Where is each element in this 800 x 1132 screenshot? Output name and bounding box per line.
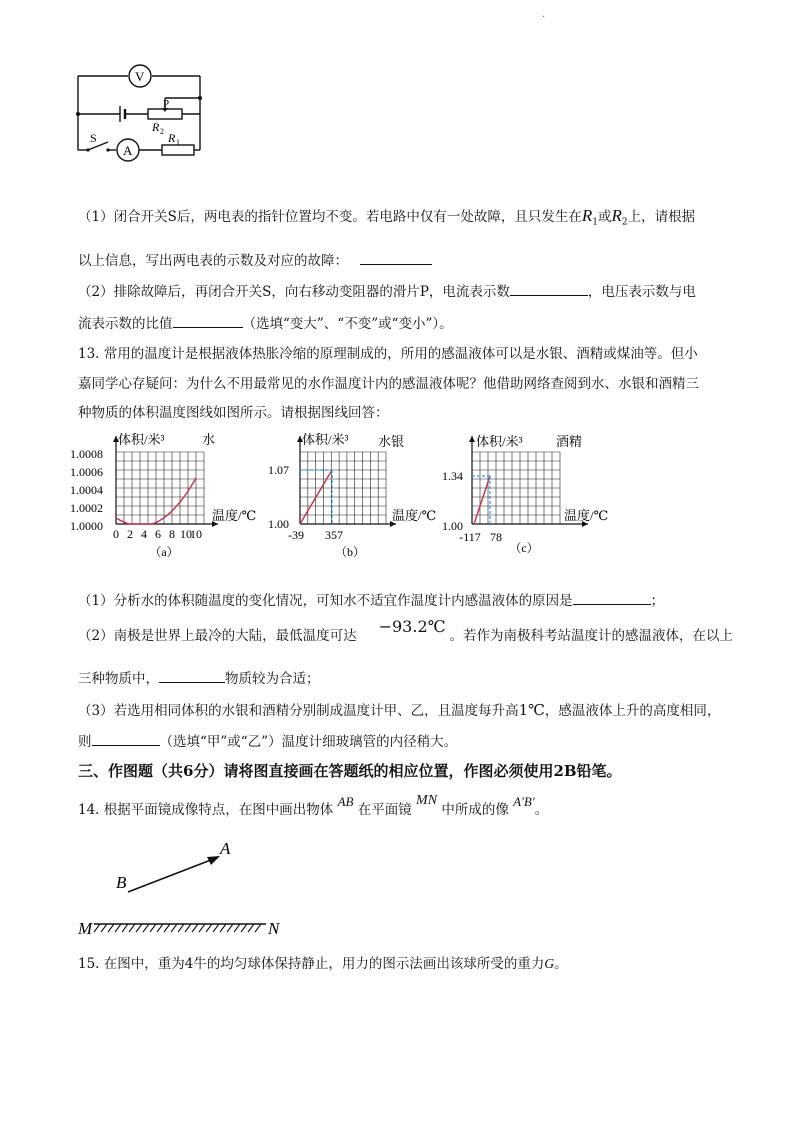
answer-blank[interactable] xyxy=(360,251,432,265)
mirror-hatch-mark xyxy=(255,924,261,932)
q13-part1: （1）分析水的体积随温度的变化情况，可知水不适宜作温度计内感温液体的原因是 ； xyxy=(78,593,665,609)
x-axis-label: 温度/℃ xyxy=(564,508,609,523)
q12-part1-line1: （1）闭合开关S后，两电表的指针位置均不变。若电路中仅有一处故障，且只发生在$R_1$或$R_2$上，请根据 xyxy=(78,206,696,228)
panel-label: （c） xyxy=(509,541,539,555)
alcohol-line xyxy=(474,476,490,524)
chart-mercury xyxy=(268,432,436,559)
r1-label: R xyxy=(168,131,176,145)
label-m: M xyxy=(78,919,93,938)
mirror-hatch-mark xyxy=(94,924,100,932)
y-tick-label: 1.34 xyxy=(442,469,463,483)
slider-label: P xyxy=(163,98,170,110)
q12-part2-line1: （2）排除故障后，再闭合开关S，向右移动变阻器的滑片P，电流表示数 ，电压表示数与电 xyxy=(78,284,696,300)
q15-text: 15. 在图中，重为4牛的均匀球体保持静止，用力的图示法画出该球所受的重力G。 xyxy=(78,956,568,972)
volume-temperature-charts xyxy=(68,432,628,564)
mirror-hatch-mark xyxy=(234,924,240,932)
mirror-hatch-mark xyxy=(178,924,184,932)
y-axis-arrow xyxy=(469,436,475,442)
answer-blank[interactable] xyxy=(510,282,588,296)
q14-text: 14. 根据平面镜成像特点，在图中画出物体 AB 在平面镜 MN 中所成的像 A′B′。 xyxy=(78,793,549,818)
x-tick-label: 10 xyxy=(180,527,192,541)
mirror-hatch-mark xyxy=(122,924,128,932)
x-tick-label: 0 xyxy=(113,527,119,541)
mirror-hatch-mark xyxy=(157,924,163,932)
mirror-hatch-mark xyxy=(213,924,219,932)
q13-intro-line3: 种物质的体积温度图线如图所示。请根据图线回答： xyxy=(78,405,389,421)
q13-part2-line2: 三种物质中， 物质较为合适； xyxy=(78,671,320,687)
label-a: A xyxy=(220,839,231,858)
y-tick-label: 1.0004 xyxy=(70,483,103,497)
y-axis-label: 体积/米³ xyxy=(302,432,349,447)
panel-label: （b） xyxy=(334,545,366,559)
section-heading: 三、作图题（共6分）请将图直接画在答题纸的相应位置，作图必须使用2B铅笔。 xyxy=(78,762,622,780)
q13-intro-line1: 13. 常用的温度计是根据液体热胀冷缩的原理制成的，所用的感温液体可以是水银、酒精或煤油等。但小 xyxy=(78,346,698,362)
x-tick-label: 78 xyxy=(490,530,502,544)
y-tick-label: 1.07 xyxy=(268,463,289,477)
temperature-value: −93.2℃ xyxy=(378,617,446,636)
x-tick-label: -39 xyxy=(288,528,304,542)
mirror-diagram xyxy=(74,836,294,940)
chart-water xyxy=(70,432,256,559)
ammeter-label: A xyxy=(123,143,133,158)
answer-blank[interactable] xyxy=(92,732,160,746)
answer-blank[interactable] xyxy=(173,314,243,328)
y-axis-label: 体积/米³ xyxy=(476,434,523,449)
mirror-hatch-mark xyxy=(164,924,170,932)
mirror-hatch-mark xyxy=(227,924,233,932)
y-tick-label: 1.0000 xyxy=(70,519,103,533)
q13-part3-line2: 则 （选填“甲”或“乙”）温度计细玻璃管的内径稍大。 xyxy=(78,734,458,750)
answer-blank[interactable] xyxy=(573,591,651,605)
object-ab xyxy=(128,858,216,892)
chart-title: 酒精 xyxy=(556,434,583,449)
mirror-hatch-mark xyxy=(185,924,191,932)
q12-part1-line2: 以上信息，写出两电表的示数及对应的故障： xyxy=(78,251,432,270)
mirror-hatch-mark xyxy=(206,924,212,932)
r2-subscript: 2 xyxy=(160,127,164,136)
mirror-hatch-mark xyxy=(129,924,135,932)
q13-intro-line2: 嘉同学心存疑问：为什么不用最常见的水作温度计内的感温液体呢？他借助网络查阅到水、水银和酒精三 xyxy=(78,376,699,392)
chart-title: 水 xyxy=(202,432,216,447)
x-tick-label: 8 xyxy=(169,527,175,541)
x-tick-label: 10 xyxy=(190,527,202,541)
y-tick-label: 1.0008 xyxy=(70,447,103,461)
mirror-hatch-mark xyxy=(171,924,177,932)
mirror-hatch-mark xyxy=(108,924,114,932)
corner-mark: · xyxy=(542,12,546,23)
mirror-hatch-mark xyxy=(241,924,247,932)
mirror-hatch-mark xyxy=(199,924,205,932)
x-tick-label: 357 xyxy=(325,528,343,542)
label-b: B xyxy=(116,873,127,892)
y-tick-label: 1.0006 xyxy=(70,465,103,479)
answer-blank[interactable] xyxy=(159,669,225,683)
mirror-hatch-mark xyxy=(115,924,121,932)
panel-label: （a） xyxy=(149,545,179,559)
y-tick-label: 1.00 xyxy=(268,517,289,531)
mirror-hatch-mark xyxy=(101,924,107,932)
q12-part2-line2: 流表示数的比值 （选填“变大”、“不变”或“变小”）。 xyxy=(78,316,453,332)
mirror-hatch-mark xyxy=(220,924,226,932)
mirror-hatch-mark xyxy=(192,924,198,932)
y-tick-label: 1.0002 xyxy=(70,501,103,515)
mirror-hatch-mark xyxy=(248,924,254,932)
x-axis-label: 温度/℃ xyxy=(212,508,257,523)
x-tick-label: 4 xyxy=(141,527,147,541)
x-tick-label: -117 xyxy=(459,530,481,544)
x-axis-label: 温度/℃ xyxy=(392,508,437,523)
label-n: N xyxy=(268,919,280,938)
r1-subscript: 1 xyxy=(176,138,180,147)
circuit-diagram xyxy=(70,62,210,164)
q13-part2-line1: （2）南极是世界上最冷的大陆，最低温度可达 −93.2℃ 。若作为南极科考站温度计的感温液体，在以上 xyxy=(78,617,734,644)
y-axis-label: 体积/米³ xyxy=(118,432,165,447)
chart-alcohol xyxy=(442,434,608,555)
x-tick-label: 6 xyxy=(155,527,161,541)
mirror-hatch-mark xyxy=(143,924,149,932)
switch-label: S xyxy=(90,131,97,145)
chart-title: 水银 xyxy=(378,434,405,449)
r2-label: R xyxy=(152,120,160,134)
mirror-hatch-mark xyxy=(136,924,142,932)
q13-part3-line1: （3）若选用相同体积的水银和酒精分别制成温度计甲、乙，且温度每升高1℃，感温液体上升的高度相同， xyxy=(78,701,721,719)
voltmeter-label: V xyxy=(135,69,145,84)
mirror-hatch-mark xyxy=(150,924,156,932)
x-tick-label: 2 xyxy=(127,527,133,541)
y-tick-label: 1.00 xyxy=(442,519,463,533)
